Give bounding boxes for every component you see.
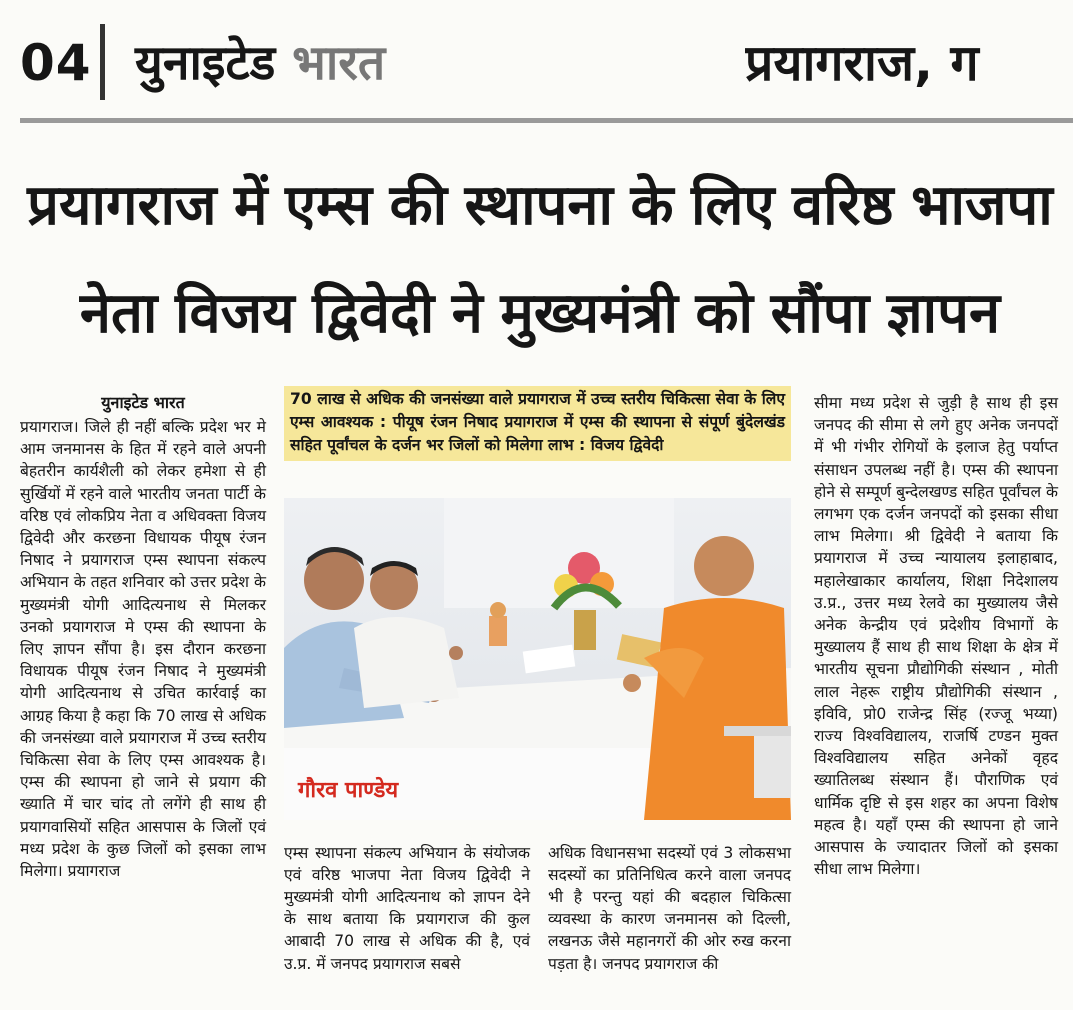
column-3-text: अधिक विधानसभा सदस्यों एवं 3 लोकसभा सदस्यों का प्रतिनिधित्व करने वाला जनपद भी है परन्तु यहां की बदहाल चिकित्सा व्यवस्था के कारण जनमानस को दिल्ली, लखनऊ जैसे महानगरों की ओर रुख करना पड़ता है। जनपद प्रयागराज की [548,843,791,973]
masthead-rule [20,118,1073,123]
news-photo [284,498,791,820]
article-column-2 [284,826,530,990]
headline-line-2: नेता विजय द्विवेदी ने मुख्यमंत्री को सौंपा ज्ञापन [79,281,1001,346]
column-2-text: एम्स स्थापना संकल्प अभियान के संयोजक एवं वरिष्ठ भाजपा नेता विजय द्विवेदी ने मुख्यमंत्री योगी आदित्यनाथ को ज्ञापन देने के साथ बताया कि प्रयागराज की कुल आबादी 70 लाख से अधिक की है, एवं उ.प्र. में जनपद प्रयागराज सबसे [284,843,530,973]
newspaper-name-part1: युनाइटेड [135,35,276,91]
newspaper-name [135,28,385,98]
headline-line-1: प्रयागराज में एम्स की स्थापना के लिए वरिष्ठ भाजपा [27,173,1053,238]
edition-city: प्रयागराज, ग [745,34,979,92]
masthead-divider [100,24,105,100]
page-number: 04 [20,34,92,92]
column-4-text: सीमा मध्य प्रदेश से जुड़ी है साथ ही इस जनपद की सीमा से लगे हुए अनेक जनपदों में भी गंभीर रोगियों के इलाज हेतु पर्याप्त संसाधन उपलब्ध नहीं है। एम्स की स्थापना होने से सम्पूर्ण बुन्देलखण्ड सहित पूर्वांचल के लगभग एक दर्जन जनपदों को इसका सीधा लाभ मिलेगा। श्री द्विवेदी ने बताया कि प्रयागराज में उच्च न्यायालय इलाहाबाद, महालेखाकार कार्यालय, शिक्षा निदेशालय उ.प्र., उत्तर मध्य रेलवे का मुख्यालय जैसे अनेक केन्द्रीय एवं प्रदेशीय विभागों के मुख्यालय हैं साथ ही साथ शिक्षा के क्षेत्र में भारतीय सूचना प्रौद्योगिकी संस्थान , मोती लाल नेहरू राष्ट्रीय प्रौद्योगिकी संस्थान , इविवि, प्रो0 राजेन्द्र सिंह (रज्जू भय्या) राज्य विश्वविद्यालय, राजर्षि टण्डन मुक्त विश्वविद्यालय सहित अनेकों वृहद ख्यातिलब्ध संस्थान हैं। पौराणिक एवं धार्मिक दृष्टि से इस शहर का अपना विशेष महत्व है। यहाँ एम्स की स्थापना हो जाने आसपास के ज्यादातर जिलों को इसका सीधा लाभ मिलेगा। [814,394,1058,879]
photo-illustration [284,498,791,820]
photo-credit: गौरव पाण्डेय [298,778,399,803]
article-column-3 [548,826,791,990]
article-column-1 [20,416,266,882]
article-column-4 [814,392,1058,880]
column-1-text: प्रयागराज। जिले ही नहीं बल्कि प्रदेश भर मे आम जनमानस के हित में रहने वाले अपनी बेहतरीन कार्यशैली को लेकर हमेशा से ही सुर्खियों में रहने वाले भारतीय जनता पार्टी के वरिष्ठ एवं लोकप्रिय नेता व अधिवक्ता विजय द्विवेदी और करछना विधायक पीयूष रंजन निषाद ने प्रयागराज एम्स स्थापना संकल्प अभियान के तहत शनिवार को उत्तर प्रदेश के मुख्यमंत्री योगी आदित्यनाथ से मिलकर उनको प्रयागराज मे एम्स की स्थापना के लिए ज्ञापन सौंपा है। इस दौरान करछना विधायक पीयूष रंजन निषाद ने मुख्यमंत्री योगी आदित्यनाथ से उचित कार्रवाई का आग्रह किया है कहा कि 70 लाख से अधिक की जनसंख्या वाले प्रयागराज में उच्च स्तरीय चिकित्सा सेवा के लिए एम्स आवश्यक है। एम्स की स्थापना हो जाने से प्रयाग की ख्याति में चार चांद तो लगेंगे ही साथ ही प्रयागवासियों सहित आसपास के जिलों एवं मध्य प्रदेश के कुछ जिलों को इसका लाभ मिलेगा। प्रयागराज [20,418,266,881]
byline: युनाइटेड भारत [101,393,185,412]
subheadline-deck: 70 लाख से अधिक की जनसंख्या वाले प्रयागराज में उच्च स्तरीय चिकित्सा सेवा के लिए एम्स आवश्यक : पीयूष रंजन निषाद प्रयागराज में एम्स की स्थापना से संपूर्ण बुंदेलखंड सहित पूर्वांचल के दर्जन भर जिलों को मिलेगा लाभ : विजय द्विवेदी [284,386,791,461]
newspaper-name-part2: भारत [292,35,386,91]
